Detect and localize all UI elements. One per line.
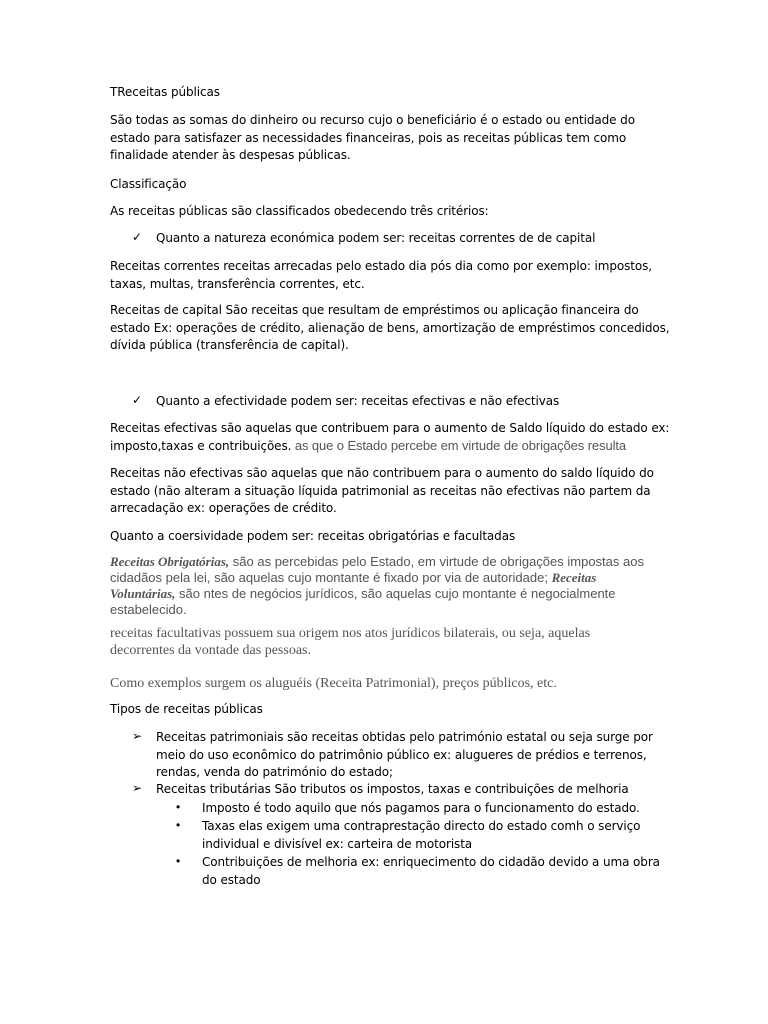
- checkmark-icon: ✓: [132, 393, 143, 407]
- efectivas-main-text: Receitas efectivas são aquelas que contribuem para o aumento de Saldo líquido do estado ex: imposto,taxas e contribuições.: [110, 421, 670, 453]
- criterios-paragraph: As receitas públicas são classificados obedecendo três critérios:: [110, 204, 489, 218]
- obrigatorias-label: Receitas Obrigatórias,: [110, 554, 230, 569]
- document-title: TReceitas públicas: [110, 85, 220, 99]
- arrow-bullet-icon: ➢: [132, 781, 143, 795]
- bullet-item-label: Contribuições de melhoria ex: enriquecimento do cidadão devido a uma obra do estado: [202, 855, 660, 887]
- checkmark-icon: ✓: [132, 230, 143, 244]
- bullet-dot-icon: •: [176, 818, 181, 832]
- obrigatorias-text: são as percebidas pelo Estado, em virtude de obrigações impostas aos cidadãos pela lei, são aquelas cujo montante é fixado por via de autoridade;: [110, 554, 644, 585]
- voluntarias-label: Receitas Voluntárias,: [110, 570, 597, 601]
- coersividade-heading: Quanto a coersividade podem ser: receitas obrigatórias e facultadas: [110, 529, 516, 543]
- voluntarias-text: são ntes de negócios jurídicos, são aquelas cujo montante é negocialmente estabelecido.: [110, 586, 616, 617]
- correntes-paragraph: Receitas correntes receitas arrecadas pelo estado dia pós dia como por exemplo: impostos, taxas, multas, transferência correntes, etc.: [110, 259, 652, 291]
- arrow-bullet-icon: ➢: [132, 729, 143, 743]
- intro-paragraph: São todas as somas do dinheiro ou recurso cujo o beneficiário é o estado ou entidade do estado para satisfazer as necessidades financeiras, pois as receitas públicas tem como finalidade atender às despesas públicas.: [110, 113, 635, 163]
- capital-paragraph: Receitas de capital São receitas que resultam de empréstimos ou aplicação financeira do estado Ex: operações de crédito, alienação de bens, amortização de empréstimos concedidos, dívida pública (transferência de capital).: [110, 303, 670, 353]
- tipos-heading: Tipos de receitas públicas: [110, 702, 263, 716]
- exemplos-paragraph: Como exemplos surgem os aluguéis (Receita Patrimonial), preços públicos, etc.: [110, 676, 557, 691]
- arrow-item-label: Receitas tributárias São tributos os impostos, taxas e contribuições de melhoria: [156, 782, 629, 796]
- efectivas-paragraph: [110, 420, 670, 455]
- obrigatorias-paragraph: [110, 554, 650, 618]
- check-item-label: Quanto a efectividade podem ser: receitas efectivas e não efectivas: [156, 394, 560, 408]
- bullet-item-label: Imposto é todo aquilo que nós pagamos para o funcionamento do estado.: [202, 801, 640, 815]
- bullet-dot-icon: •: [176, 854, 181, 868]
- facultativas-paragraph: receitas facultativas possuem sua origem nos atos jurídicos bilaterais, ou seja, aquelas decorrentes da vontade das pessoas.: [110, 626, 591, 658]
- bullet-item-label: Taxas elas exigem uma contraprestação directo do estado comh o serviço individual e divisível ex: carteira de motorista: [202, 819, 641, 851]
- nao-efectivas-paragraph: Receitas não efectivas são aquelas que não contribuem para o aumento do saldo líquido do estado (não alteram a situação líquida patrimonial as receitas não efectivas não partem da arrecadação ex: operações de crédito.: [110, 466, 654, 516]
- bullet-dot-icon: •: [176, 800, 181, 814]
- check-item-label: Quanto a natureza económica podem ser: receitas correntes de de capital: [156, 231, 596, 245]
- arrow-item-label: Receitas patrimoniais são receitas obtidas pelo património estatal ou seja surge por meio do uso econômico do patrimônio público ex: alugueres de prédios e terrenos, rendas, venda do património do estado;: [156, 730, 653, 780]
- classificacao-heading: Classificação: [110, 177, 187, 191]
- efectivas-tail-text: as que o Estado percebe em virtude de obrigações resulta: [291, 437, 627, 453]
